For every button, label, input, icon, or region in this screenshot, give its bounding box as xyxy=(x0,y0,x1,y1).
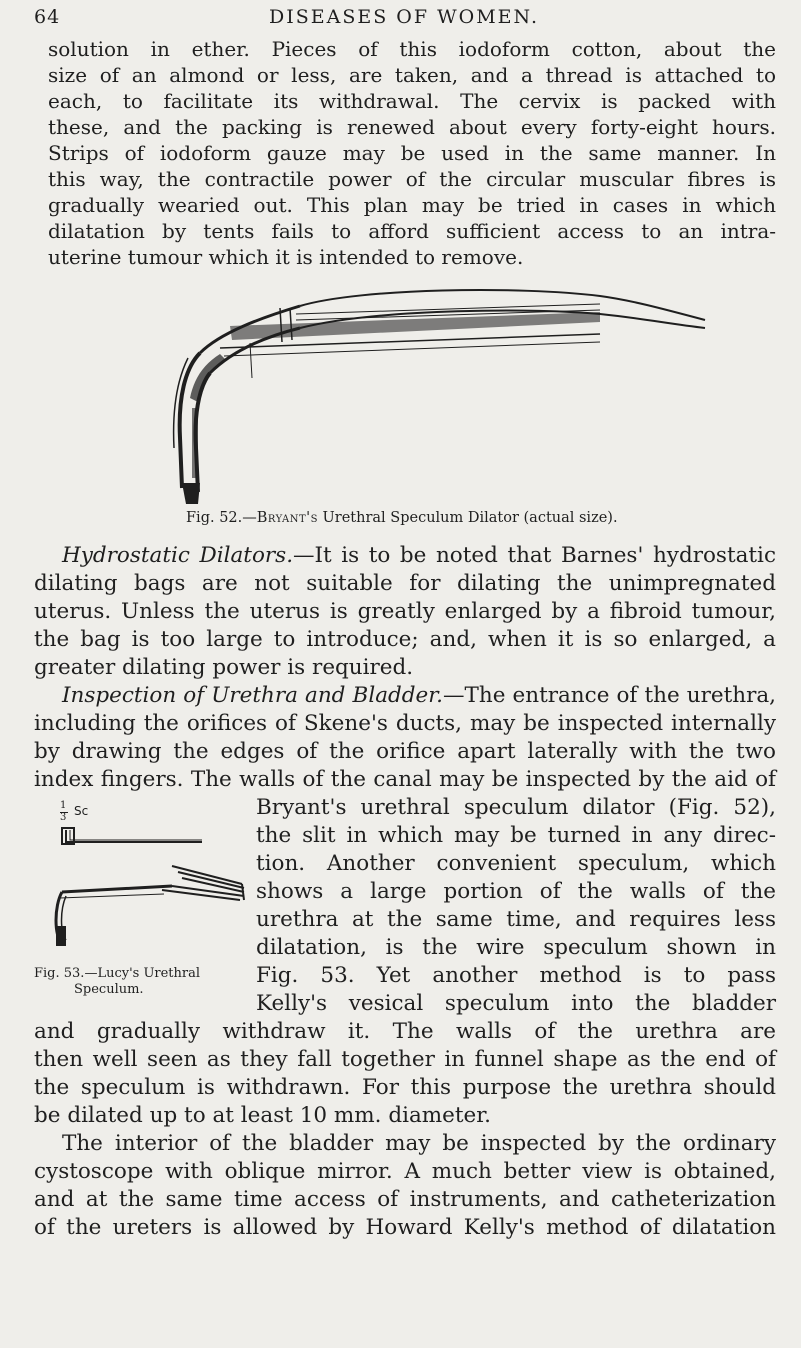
text-line: gradually wearied out. This plan may be tried in cases in which xyxy=(48,193,776,217)
paragraph-heading-line xyxy=(62,542,776,570)
text-line: including the orifices of Skene's ducts, may be inspected internally xyxy=(34,711,776,736)
bryant-speculum-illustration xyxy=(160,278,720,508)
scale-denominator: 3 xyxy=(60,812,67,823)
text-line: each, to facilitate its withdrawal. The cervix is packed with xyxy=(48,89,776,113)
text-line: greater dilating power is required. xyxy=(34,655,414,680)
text-line: dilatation, is the wire speculum shown in xyxy=(256,935,776,960)
text-line: urethra at the same time, and requires less xyxy=(256,907,776,932)
text-line: dilating bags are not suitable for dilating the unimpregnated xyxy=(34,571,776,596)
text-line: Bryant's urethral speculum dilator (Fig. 52), xyxy=(256,795,776,820)
text-line: and at the same time access of instruments, and catheterization xyxy=(34,1187,776,1212)
running-title: DISEASES OF WOMEN. xyxy=(269,6,539,28)
text-line: tion. Another convenient speculum, which xyxy=(256,851,776,876)
paragraph-heading-line xyxy=(62,682,776,710)
text-line: size of an almond or less, are taken, and a thread is attached to xyxy=(48,63,776,87)
figure-53-scale xyxy=(60,800,100,828)
text-line: The interior of the bladder may be inspected by the ordinary xyxy=(62,1131,776,1156)
section-heading: Hydrostatic Dilators. xyxy=(62,543,294,568)
figure-53-caption-line-1: Fig. 53.—Lucy's Urethral xyxy=(34,966,201,981)
text-line: Kelly's vesical speculum into the bladder xyxy=(256,991,776,1016)
text-line: shows a large portion of the walls of the xyxy=(256,879,776,904)
text-line: by drawing the edges of the orifice apart laterally with the two xyxy=(34,739,776,764)
lucy-speculum-illustration xyxy=(52,826,252,946)
text-line: then well seen as they fall together in funnel shape as the end of xyxy=(34,1047,776,1072)
text-line: be dilated up to at least 10 mm. diameter. xyxy=(34,1103,492,1128)
caption-rest: Urethral Speculum Dilator (actual size). xyxy=(317,510,618,526)
text-line: solution in ether. Pieces of this iodoform cotton, about the xyxy=(48,37,776,61)
text-line: the slit in which may be turned in any direc- xyxy=(256,823,776,848)
caption-prefix: Fig. 52.— xyxy=(186,510,257,526)
text-line: Strips of iodoform gauze may be used in the same manner. In xyxy=(48,141,776,165)
scale-numerator: 1 xyxy=(60,800,67,811)
text-line: the bag is too large to introduce; and, when it is so enlarged, a xyxy=(34,627,776,652)
text-line: and gradually withdraw it. The walls of the urethra are xyxy=(34,1019,776,1044)
text-line: index fingers. The walls of the canal may be inspected by the aid of xyxy=(34,767,776,792)
text-line: these, and the packing is renewed about every forty-eight hours. xyxy=(48,115,776,139)
text-line: of the ureters is allowed by Howard Kelly's method of dilatation xyxy=(34,1215,776,1240)
text-line: this way, the contractile power of the circular muscular fibres is xyxy=(48,167,776,191)
page-number: 64 xyxy=(34,6,61,28)
running-header xyxy=(34,6,774,30)
text-line: Fig. 53. Yet another method is to pass xyxy=(256,963,776,988)
text-line: uterine tumour which it is intended to remove. xyxy=(48,245,524,269)
scale-unit: Sc xyxy=(74,804,89,818)
text-line: cystoscope with oblique mirror. A much better view is obtained, xyxy=(34,1159,776,1184)
text-run: —It is to be noted that Barnes' hydrostatic xyxy=(293,543,776,568)
text-line: dilatation by tents fails to afford sufficient access to an intra- xyxy=(48,219,776,243)
text-run: —The entrance of the urethra, xyxy=(443,683,776,708)
figure-52-caption xyxy=(186,510,618,526)
caption-name: Bryant's xyxy=(256,510,318,526)
text-line: uterus. Unless the uterus is greatly enlarged by a fibroid tumour, xyxy=(34,599,776,624)
figure-53-caption-line-2: Speculum. xyxy=(74,982,144,997)
section-heading: Inspection of Urethra and Bladder. xyxy=(62,683,444,708)
text-line: the speculum is withdrawn. For this purpose the urethra should xyxy=(34,1075,776,1100)
